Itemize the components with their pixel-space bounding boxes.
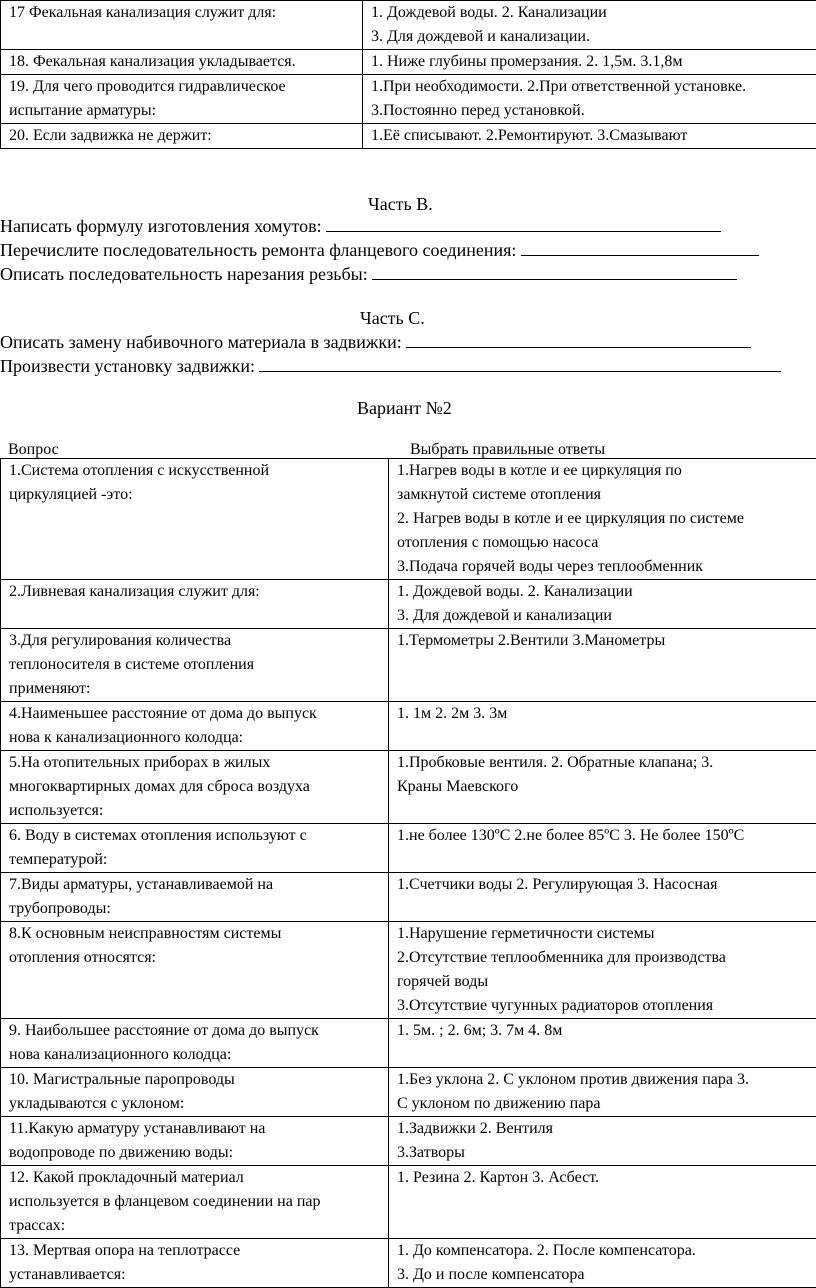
answer-options-cell	[389, 1068, 816, 1117]
answer-options-cell	[389, 1019, 816, 1068]
question-cell	[1, 124, 363, 149]
table-row	[1, 1068, 816, 1117]
answer-text: 3. Для дождевой и канализации.	[371, 28, 590, 45]
part-b-title: Часть В.	[368, 194, 433, 214]
table-row	[1, 1166, 816, 1239]
questions-table-variant-2	[0, 458, 816, 1288]
answer-text: горячей воды	[397, 973, 489, 990]
answer-blank[interactable]	[406, 331, 751, 348]
table-row	[1, 1019, 816, 1068]
answer-text: 1.Её списывают. 2.Ремонтируют. 3.Смазывают	[371, 127, 688, 144]
part-c-line-1: Описать замену набивочного материала в задвижки:	[0, 330, 751, 354]
answer-options-cell	[389, 824, 816, 873]
answer-text: 3. Для дождевой и канализации	[397, 607, 612, 624]
answer-options-cell	[389, 922, 816, 1019]
question-text: водопроводе по движению воды:	[9, 1144, 234, 1161]
question-text: используется в фланцевом соединении на пар	[9, 1193, 321, 1210]
question-text: 9. Наибольшее расстояние от дома до выпуск	[9, 1022, 319, 1039]
answer-text: 1.Без уклона 2. С уклоном против движения пара 3.	[397, 1071, 749, 1088]
question-text: 7.Виды арматуры, устанавливаемой на	[9, 876, 274, 893]
answer-text: 1.не более 130ºС 2.не более 85ºС 3. Не более 150ºС	[397, 827, 745, 844]
question-text: 13. Мертвая опора на теплотрассе	[9, 1242, 241, 1259]
answer-text: 1. 5м. ; 2. 6м; 3. 7м 4. 8м	[397, 1022, 563, 1039]
question-text: трубопроводы:	[9, 900, 111, 917]
question-text: 19. Для чего проводится гидравлическое	[9, 78, 286, 95]
table-row	[1, 922, 816, 1019]
question-cell	[1, 873, 389, 922]
part-b-line-3: Описать последовательность нарезания резьбы:	[0, 262, 737, 286]
answer-text: С уклоном по движению пара	[397, 1095, 601, 1112]
answer-options-cell	[363, 75, 816, 124]
question-cell	[1, 1117, 389, 1166]
variant-title: Вариант №2	[357, 398, 452, 418]
answer-options-cell	[389, 629, 816, 702]
answer-options-cell	[363, 50, 816, 75]
table-row	[1, 751, 816, 824]
answer-options-cell	[389, 580, 816, 629]
question-cell	[1, 629, 389, 702]
column-header-question: Вопрос	[8, 441, 59, 458]
table-row	[1, 1, 816, 50]
table-row	[1, 1239, 816, 1288]
question-cell	[1, 1, 363, 50]
question-text: отопления относятся:	[9, 949, 156, 966]
answer-options-cell	[389, 1117, 816, 1166]
answer-text: 2.Отсутствие теплообменника для производства	[397, 949, 726, 966]
question-text: укладываются с уклоном:	[9, 1095, 185, 1112]
question-text: 18. Фекальная канализация укладывается.	[9, 53, 296, 70]
table-row	[1, 629, 816, 702]
part-c-title: Часть С.	[360, 308, 425, 328]
answer-options-cell	[389, 873, 816, 922]
question-cell	[1, 1239, 389, 1288]
question-cell	[1, 459, 389, 580]
question-text: 11.Какую арматуру устанавливают на	[9, 1120, 266, 1137]
table-row	[1, 1117, 816, 1166]
answer-options-cell	[363, 124, 816, 149]
question-text: применяют:	[9, 680, 91, 697]
table-row	[1, 75, 816, 124]
answer-text: 1.Пробковые вентиля. 2. Обратные клапана; 3.	[397, 754, 714, 771]
question-text: 1.Система отопления с искусственной	[9, 462, 270, 479]
answer-text: 1. Резина 2. Картон 3. Асбест.	[397, 1169, 599, 1186]
answer-options-cell	[389, 1239, 816, 1288]
answer-options-cell	[363, 1, 816, 50]
question-cell	[1, 922, 389, 1019]
answer-blank[interactable]	[521, 239, 759, 256]
answer-text: 3. До и после компенсатора	[397, 1266, 585, 1283]
question-text: устанавливается:	[9, 1266, 126, 1283]
answer-text: 1.Счетчики воды 2. Регулирующая 3. Насосная	[397, 876, 718, 893]
question-cell	[1, 1019, 389, 1068]
question-text: трассах:	[9, 1217, 66, 1234]
answer-text: 1.Нагрев воды в котле и ее циркуляция по	[397, 462, 682, 479]
question-text: 20. Если задвижка не держит:	[9, 127, 212, 144]
question-text: многоквартирных домах для сброса воздуха	[9, 778, 310, 795]
table-row	[1, 873, 816, 922]
question-text: 10. Магистральные паропроводы	[9, 1071, 235, 1088]
question-text: 8.К основным неисправностям системы	[9, 925, 282, 942]
question-text: 5.На отопительных приборах в жилых	[9, 754, 271, 771]
answer-options-cell	[389, 459, 816, 580]
question-cell	[1, 824, 389, 873]
part-c-line-2: Произвести установку задвижки:	[0, 354, 781, 378]
question-text: температурой:	[9, 851, 108, 868]
answer-text: Краны Маевского	[397, 778, 519, 795]
question-cell	[1, 702, 389, 751]
question-text: 6. Воду в системах отопления используют с	[9, 827, 307, 844]
question-cell	[1, 1166, 389, 1239]
table-row	[1, 824, 816, 873]
answer-options-cell	[389, 751, 816, 824]
question-text: испытание арматуры:	[9, 102, 157, 119]
question-text: 2.Ливневая канализация служит для:	[9, 583, 260, 600]
table-row	[1, 702, 816, 751]
question-cell	[1, 1068, 389, 1117]
answer-text: 2. Нагрев воды в котле и ее циркуляция по системе	[397, 510, 744, 527]
answer-text: 1.При необходимости. 2.При ответственной установке.	[371, 78, 747, 95]
answer-options-cell	[389, 702, 816, 751]
answer-text: 1.Задвижки 2. Вентиля	[397, 1120, 553, 1137]
answer-text: 1. Ниже глубины промерзания. 2. 1,5м. 3.1,8м	[371, 53, 683, 70]
column-header-answer: Выбрать правильные ответы	[410, 441, 606, 458]
answer-text: 3.Отсутствие чугунных радиаторов отопления	[397, 997, 714, 1014]
part-b-line-2: Перечислите последовательность ремонта фланцевого соединения:	[0, 238, 759, 262]
answer-text: 1.Термометры 2.Вентили 3.Манометры	[397, 632, 666, 649]
table-row	[1, 50, 816, 75]
answer-blank[interactable]	[326, 215, 721, 232]
answer-text: замкнутой системе отопления	[397, 486, 602, 503]
answer-options-cell	[389, 1166, 816, 1239]
answer-blank[interactable]	[372, 263, 737, 280]
question-text: используется:	[9, 802, 104, 819]
question-cell	[1, 580, 389, 629]
answer-text: 1. До компенсатора. 2. После компенсатора.	[397, 1242, 696, 1259]
answer-text: 1. 1м 2. 2м 3. 3м	[397, 705, 508, 722]
answer-text: отопления с помощью насоса	[397, 534, 599, 551]
question-cell	[1, 75, 363, 124]
table-row	[1, 459, 816, 580]
answer-text: 1. Дождевой воды. 2. Канализации	[397, 583, 633, 600]
question-cell	[1, 751, 389, 824]
question-text: 12. Какой прокладочный материал	[9, 1169, 244, 1186]
question-cell	[1, 50, 363, 75]
table-row	[1, 580, 816, 629]
answer-text: 3.Затворы	[397, 1144, 465, 1161]
question-text: циркуляцией -это:	[9, 486, 133, 503]
table-row	[1, 124, 816, 149]
answer-text: 1.Нарушение герметичности системы	[397, 925, 655, 942]
answer-blank[interactable]	[259, 355, 781, 372]
answer-text: 1. Дождевой воды. 2. Канализации	[371, 4, 607, 21]
question-text: 3.Для регулирования количества	[9, 632, 232, 649]
answer-text: 3.Постоянно перед установкой.	[371, 102, 585, 119]
questions-table-part-a	[0, 0, 816, 149]
question-text: 17 Фекальная канализация служит для:	[9, 4, 277, 21]
answer-text: 3.Подача горячей воды через теплообменник	[397, 558, 704, 575]
question-text: нова к канализационного колодца:	[9, 729, 244, 746]
question-text: 4.Наименьшее расстояние от дома до выпуск	[9, 705, 317, 722]
question-text: теплоносителя в системе отопления	[9, 656, 255, 673]
part-b-line-1: Написать формулу изготовления хомутов:	[0, 214, 721, 238]
question-text: нова канализационного колодца:	[9, 1046, 232, 1063]
